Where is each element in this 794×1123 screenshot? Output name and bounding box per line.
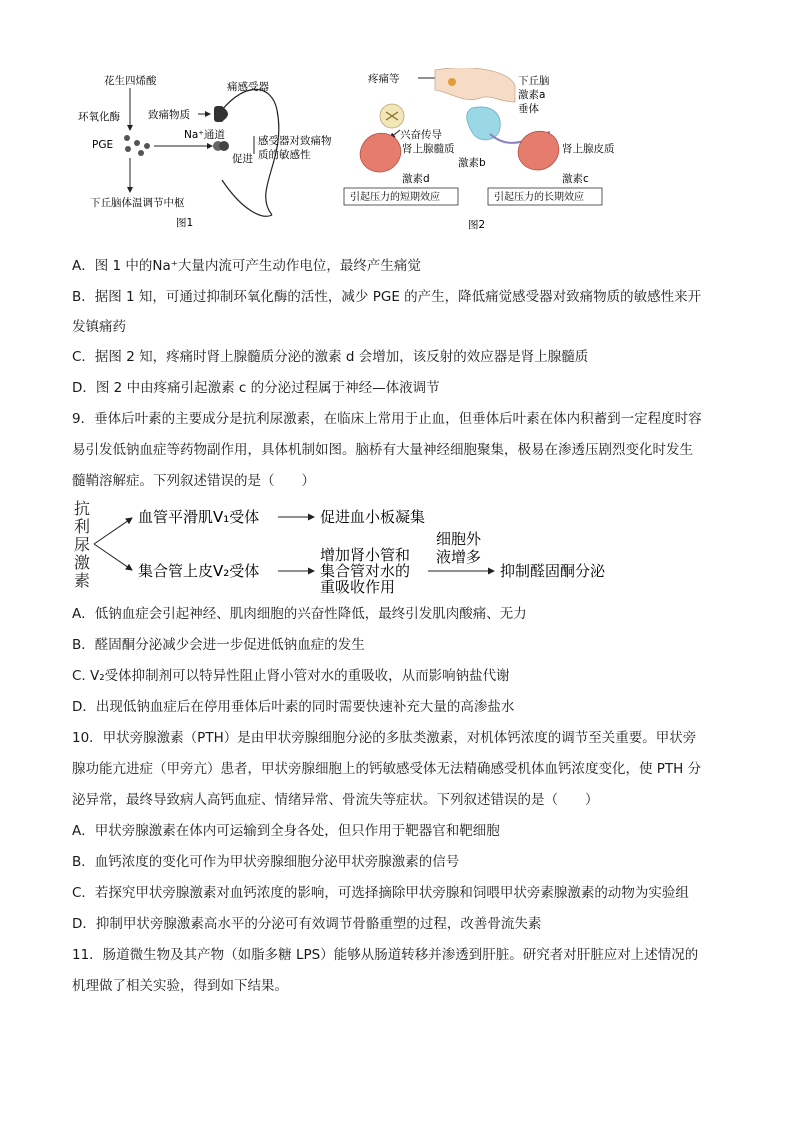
adh-char-1: 抗 (74, 499, 91, 518)
q9-option-b: B．醛固酮分泌减少会进一步促进低钠血症的发生 (72, 637, 365, 653)
q10-option-a: A．甲状旁腺激素在体内可运输到全身各处，但只作用于靶器官和靶细胞 (72, 823, 500, 839)
fig1-caption: 图1 (176, 217, 194, 229)
fig1-pain-receptor-label: 痛感受器 (227, 81, 269, 93)
fig2-pain-label: 疼痛等 (368, 73, 400, 85)
q10-stem-line3: 泌异常，最终导致病人高钙血症、情绪异常、骨流失等症状。下列叙述错误的是（ ） (72, 792, 599, 808)
fig2-long-term-label: 引起压力的长期效应 (494, 192, 584, 203)
adh-char-2: 利 (74, 517, 91, 536)
q10-stem-line1: 10．甲状旁腺激素（PTH）是由甲状旁腺细胞分泌的多肽类激素，对机体钙浓度的调节至关重要。甲状旁 (72, 730, 697, 746)
q10-option-c: C．若探究甲状旁腺激素对血钙浓度的影响，可选择摘除甲状旁腺和饲喂甲状旁素腺激素的动物为实验组 (72, 885, 689, 901)
brain-shape (435, 68, 515, 102)
fig2-hypothalamus-label: 下丘脑 (518, 75, 550, 87)
q9-option-d: D．出现低钠血症后在停用垂体后叶素的同时需要快速补充大量的高渗盐水 (72, 699, 515, 715)
fig1-sensitivity-label-2: 质的敏感性 (258, 149, 311, 161)
fig2-medulla-label: 肾上腺髓质 (402, 143, 455, 155)
fig1-arachidonic-label: 花生四烯酸 (104, 75, 157, 87)
hypothalamus-icon (448, 78, 456, 86)
q9-arrow-down (94, 544, 132, 570)
fig2-hormone-b-label: 激素b (458, 157, 486, 169)
fig1-hypothalamus-label: 下丘脑体温调节中枢 (90, 197, 185, 209)
adh-char-4: 激 (74, 553, 91, 572)
ecf-label-2: 液增多 (436, 548, 482, 566)
aldosterone-label: 抑制醛固酮分泌 (500, 562, 606, 580)
fig1-sensitivity-label-1: 感受器对致痛物 (258, 135, 332, 147)
fig2-pituitary-label: 垂体 (518, 103, 539, 115)
q9-stem-line2: 易引发低钠血症等药物副作用，具体机制如图。脑桥有大量神经细胞聚集，极易在渗透压剧烈变化时发生 (72, 442, 693, 458)
q10-option-d: D．抑制甲状旁腺激素高水平的分泌可有效调节骨骼重塑的过程，改善骨流失素 (72, 916, 542, 932)
pituitary-shape (467, 107, 500, 140)
fig1-na-channel-label: Na⁺通道 (184, 129, 225, 141)
q8-option-d: D．图 2 中由疼痛引起激素 c 的分泌过程属于神经—体液调节 (72, 380, 440, 396)
fig1-promote-label: 促进 (232, 153, 253, 165)
fig2-excitation-label: 兴奋传导 (400, 129, 442, 141)
receptor-icon (214, 106, 228, 122)
q11-stem-line1: 11．肠道微生物及其产物（如脂多糖 LPS）能够从肠道转移并渗透到肝脏。研究者对肝脏应对上述情况的 (72, 947, 699, 963)
fig2-caption: 图2 (468, 219, 486, 231)
q8-option-c: C．据图 2 知，疼痛时肾上腺髓质分泌的激素 d 会增加，该反射的效应器是肾上腺髓质 (72, 349, 589, 365)
fig2-cortex-label: 肾上腺皮质 (562, 143, 615, 155)
q9-mechanism-diagram (68, 496, 648, 594)
figure-1 (72, 70, 362, 230)
adh-char-5: 素 (74, 571, 91, 590)
increase-label-1: 增加肾小管和 (320, 546, 411, 564)
v2-receptor-label: 集合管上皮V₂受体 (138, 562, 260, 580)
q9-stem-line3: 髓鞘溶解症。下列叙述错误的是（ ） (72, 473, 315, 489)
na-channel-icon (213, 141, 229, 151)
q10-stem-line2: 腺功能亢进症（甲旁亢）患者，甲状旁腺细胞上的钙敏感受体无法精确感受机体血钙浓度变化，使 PTH 分 (72, 761, 702, 777)
q10-option-b: B．血钙浓度的变化可作为甲状旁腺细胞分泌甲状旁腺激素的信号 (72, 854, 460, 870)
platelet-label: 促进血小板凝集 (320, 508, 426, 526)
fig2-hormone-a-label: 激素a (518, 89, 546, 101)
adrenal-left-shape (360, 133, 401, 172)
fig2-hormone-d-label: 激素d (402, 173, 430, 185)
q8-option-b-line1: B．据图 1 知，可通过抑制环氧化酶的活性，减少 PGE 的产生，降低痛觉感受器对致痛物质的敏感性来开 (72, 289, 702, 305)
fig2-hormone-c-label: 激素c (562, 173, 589, 185)
fig1-cox-label: 环氧化酶 (78, 111, 120, 123)
q9-option-c: C. V₂受体抑制剂可以特异性阻止肾小管对水的重吸收，从而影响钠盐代谢 (72, 668, 510, 684)
adh-char-3: 尿 (74, 535, 91, 554)
pge-molecules-icon (124, 135, 150, 156)
v1-receptor-label: 血管平滑肌V₁受体 (138, 508, 260, 526)
increase-label-3: 重吸收作用 (320, 578, 396, 594)
q9-option-a: A．低钠血症会引起神经、肌肉细胞的兴奋性降低，最终引发肌肉酸痛、无力 (72, 606, 527, 622)
fig1-pge-label: PGE (92, 139, 114, 151)
figure-2 (340, 68, 630, 233)
fig1-pain-substance-label: 致痛物质 (148, 109, 190, 121)
ecf-label-1: 细胞外 (436, 530, 482, 548)
fig2-short-term-label: 引起压力的短期效应 (350, 192, 440, 203)
spinal-cord-icon (380, 104, 404, 128)
q9-stem-line1: 9．垂体后叶素的主要成分是抗利尿激素，在临床上常用于止血，但垂体后叶素在体内积蓄到一定程度时容 (72, 411, 702, 427)
increase-label-2: 集合管对水的 (320, 562, 411, 580)
q8-option-a: A．图 1 中的Na⁺大量内流可产生动作电位，最终产生痛觉 (72, 258, 421, 274)
adrenal-right-shape (518, 131, 559, 170)
q9-arrow-up (94, 518, 132, 544)
q11-stem-line2: 机理做了相关实验，得到如下结果。 (72, 978, 288, 994)
q8-option-b-line2: 发镇痛药 (72, 319, 126, 335)
